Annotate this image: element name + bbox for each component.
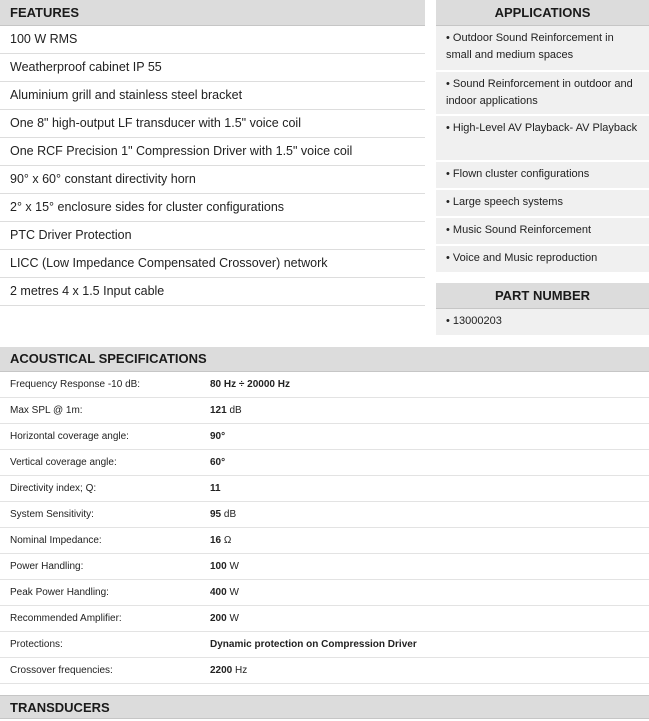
spec-value: Dynamic protection on Compression Driver (210, 639, 417, 650)
spec-row (0, 476, 649, 502)
feature-item: LICC (Low Impedance Compensated Crossover) network (0, 250, 425, 278)
spec-row (0, 580, 649, 606)
application-item: • Music Sound Reinforcement (436, 218, 649, 246)
spec-label: System Sensitivity: (10, 509, 94, 520)
spec-value: 80 Hz ÷ 20000 Hz (210, 379, 290, 390)
part-number-value: • 13000203 (436, 309, 649, 337)
spec-label: Horizontal coverage angle: (10, 431, 129, 442)
spec-row (0, 554, 649, 580)
spec-label: Directivity index; Q: (10, 483, 97, 494)
application-item: • Sound Reinforcement in outdoor and indoor applications (436, 72, 649, 116)
application-item: • Large speech systems (436, 190, 649, 218)
spec-value: 100 W (210, 561, 239, 572)
spec-label: Peak Power Handling: (10, 587, 109, 598)
spec-row (0, 658, 649, 684)
application-item: • Flown cluster configurations (436, 162, 649, 190)
spec-value: 200 W (210, 613, 239, 624)
feature-item: One RCF Precision 1" Compression Driver with 1.5" voice coil (0, 138, 425, 166)
part-number-header: PART NUMBER (436, 283, 649, 309)
feature-item: 2° x 15° enclosure sides for cluster configurations (0, 194, 425, 222)
spec-label: Recommended Amplifier: (10, 613, 122, 624)
feature-item: PTC Driver Protection (0, 222, 425, 250)
spec-value: 2200 Hz (210, 665, 248, 676)
spec-value: 400 W (210, 587, 239, 598)
applications-header: APPLICATIONS (436, 0, 649, 26)
application-item: • High-Level AV Playback- AV Playback (436, 116, 649, 162)
spec-row (0, 632, 649, 658)
spec-row (0, 606, 649, 632)
applications-section (436, 0, 649, 274)
spec-row (0, 398, 649, 424)
transducers-header: TRANSDUCERS (0, 695, 649, 719)
spec-value: 121 dB (210, 405, 242, 416)
spec-label: Crossover frequencies: (10, 665, 113, 676)
feature-item: 90° x 60° constant directivity horn (0, 166, 425, 194)
part-number-section (436, 283, 649, 337)
feature-item: Aluminium grill and stainless steel bracket (0, 82, 425, 110)
spec-value: 60° (210, 457, 226, 468)
spec-row (0, 372, 649, 398)
spec-label: Protections: (10, 639, 63, 650)
feature-item: Weatherproof cabinet IP 55 (0, 54, 425, 82)
spec-row (0, 502, 649, 528)
spec-row (0, 528, 649, 554)
acoustical-header: ACOUSTICAL SPECIFICATIONS (0, 347, 649, 372)
spec-row (0, 450, 649, 476)
application-item: • Voice and Music reproduction (436, 246, 649, 274)
feature-item: One 8" high-output LF transducer with 1.5" voice coil (0, 110, 425, 138)
spec-value: 90° (210, 431, 226, 442)
spec-label: Nominal Impedance: (10, 535, 102, 546)
spec-label: Frequency Response -10 dB: (10, 379, 141, 390)
spec-value: 16 Ω (210, 535, 232, 546)
spec-value: 11 (210, 483, 221, 494)
spec-label: Power Handling: (10, 561, 84, 572)
application-item: • Outdoor Sound Reinforcement in small and medium spaces (436, 26, 649, 72)
spec-label: Max SPL @ 1m: (10, 405, 83, 416)
transducers-section (0, 695, 649, 719)
spec-value: 95 dB (210, 509, 237, 520)
spec-row (0, 424, 649, 450)
features-section (0, 0, 425, 306)
feature-item: 100 W RMS (0, 26, 425, 54)
features-header: FEATURES (0, 0, 425, 26)
feature-item: 2 metres 4 x 1.5 Input cable (0, 278, 425, 306)
spec-label: Vertical coverage angle: (10, 457, 117, 468)
acoustical-specifications-section (0, 347, 649, 684)
